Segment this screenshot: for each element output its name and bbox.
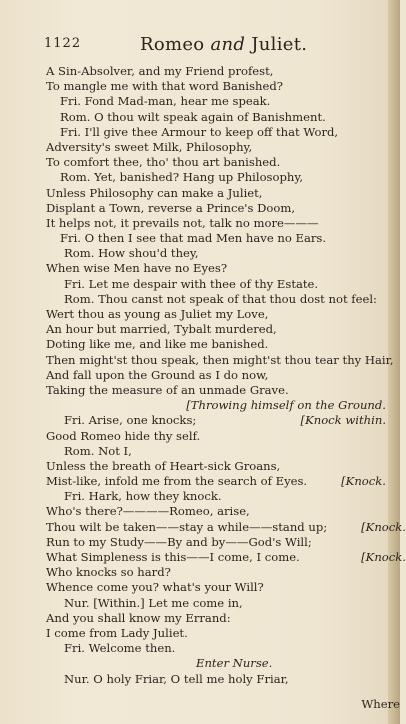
text-line: Fri. O then I see that mad Men have no Ears.	[60, 231, 327, 246]
text-line: Nur. O holy Friar, O tell me holy Friar,	[64, 671, 289, 686]
text-line: Rom. O thou wilt speak again of Banishment.	[60, 109, 326, 124]
text-line: It helps not, it prevails not, talk no more———	[46, 215, 319, 230]
text-line: Fri. Welcome then.	[64, 641, 176, 656]
text-line	[46, 550, 406, 565]
text-line: Taking the measure of an unmade Grave.	[46, 382, 289, 397]
text-line: Fri. Hark, how they knock.	[64, 489, 222, 504]
line-text: Thou wilt be taken——stay a while——stand up;	[46, 519, 328, 534]
stage-direction: [Knock.	[341, 474, 386, 489]
text-line: An hour but married, Tybalt murdered,	[46, 322, 277, 337]
stage-direction: [Knock.	[361, 519, 406, 534]
stage-direction: [Throwing himself on the Ground.	[186, 398, 386, 413]
text-line: Rom. Thou canst not speak of that thou dost not feel:	[64, 291, 377, 306]
line-text: Mist-like, infold me from the search of Eyes.	[46, 474, 308, 489]
text-line: When wise Men have no Eyes?	[46, 261, 228, 276]
running-title: Romeo and Juliet.	[140, 34, 308, 55]
text-line: And fall upon the Ground as I do now,	[46, 367, 269, 382]
text-line: Unless the breath of Heart-sick Groans,	[46, 458, 281, 473]
text-line: And you shall know my Errand:	[46, 610, 231, 625]
stage-direction-line	[46, 656, 392, 671]
play-text	[46, 64, 406, 687]
text-line: Fri. Fond Mad-man, hear me speak.	[60, 94, 271, 109]
text-line: Rom. Yet, banished? Hang up Philosophy,	[60, 170, 304, 185]
text-line: Rom. Not I,	[64, 443, 132, 458]
text-line: Run to my Study——By and by——God's Will;	[46, 534, 312, 549]
text-line: A Sin-Absolver, and my Friend profest,	[46, 64, 274, 78]
text-line	[46, 519, 406, 535]
stage-direction: Enter Nurse.	[196, 656, 273, 671]
stage-direction: [Knock.	[361, 550, 406, 564]
text-line: Nur. [Within.] Let me come in,	[64, 595, 243, 610]
text-line	[46, 474, 392, 489]
page-number: 1122	[44, 36, 82, 51]
text-line	[46, 413, 392, 428]
text-line: Displant a Town, reverse a Prince's Doom,	[46, 200, 296, 215]
text-line: Fri. I'll give thee Armour to keep off that Word,	[60, 124, 339, 139]
text-line: Doting like me, and like me banished.	[46, 337, 269, 352]
text-line: To mangle me with that word Banished?	[46, 79, 283, 94]
text-line: Adversity's sweet Milk, Philosophy,	[46, 139, 253, 154]
stage-direction-line	[46, 398, 392, 413]
text-line: Fri. Let me despair with thee of thy Estate.	[64, 276, 319, 291]
text-line: Good Romeo hide thy self.	[46, 428, 201, 443]
stage-direction: [Knock within.	[300, 413, 386, 428]
text-line: Unless Philosophy can make a Juliet,	[46, 185, 263, 200]
text-line: Who knocks so hard?	[46, 565, 171, 580]
catchword: Where	[361, 697, 400, 711]
text-line: Then might'st thou speak, then might'st thou tear thy Hair,	[46, 352, 394, 367]
text-line: Wert thou as young as Juliet my Love,	[46, 307, 269, 321]
text-line: I come from Lady Juliet.	[46, 625, 188, 640]
running-header	[44, 34, 364, 56]
text-line: Rom. How shou'd they,	[64, 246, 199, 261]
line-text: What Simpleness is this——I come, I come.	[46, 550, 300, 564]
text-line: Who's there?————Romeo, arise,	[46, 504, 250, 519]
text-line: To comfort thee, tho' thou art banished.	[46, 155, 281, 170]
text-line: Whence come you? what's your Will?	[46, 580, 264, 595]
line-text: Fri. Arise, one knocks;	[64, 413, 197, 428]
